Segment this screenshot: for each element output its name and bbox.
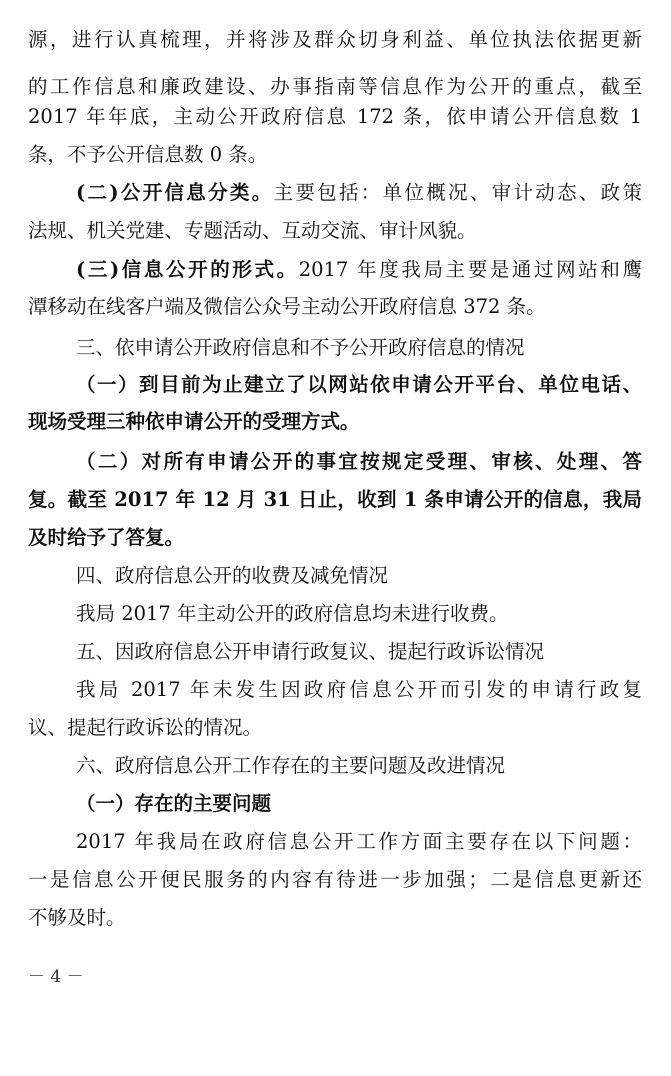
- text-line: 复。截至 2017 年 12 月 31 日止，收到 1 条申请公开的信息，我局: [28, 488, 642, 511]
- text-line: 我局 2017 年主动公开的政府信息均未进行收费。: [76, 602, 509, 625]
- section-heading: 六、政府信息公开工作存在的主要问题及改进情况: [76, 754, 506, 777]
- text-line: 法规、机关党建、专题活动、互动交流、审计风貌。: [28, 219, 477, 242]
- text-line: 的工作信息和廉政建设、办事指南等信息作为公开的重点，截至: [28, 75, 642, 98]
- text-span: 主要包括：单位概况、审计动态、政策: [273, 181, 642, 204]
- page-number: － 4 －: [28, 967, 84, 987]
- text-line: 源，进行认真梳理，并将涉及群众切身利益、单位执法依据更新: [28, 28, 642, 51]
- text-line: 2017 年我局在政府信息公开工作方面主要存在以下问题：: [76, 830, 642, 853]
- text-line: 我局 2017 年未发生因政府信息公开而引发的申请行政复: [76, 678, 642, 701]
- text-line: （一）到目前为止建立了以网站依申请公开平台、单位电话、: [76, 373, 642, 396]
- text-line: [76, 256, 642, 284]
- text-line: 不够及时。: [28, 906, 126, 929]
- section-heading: 四、政府信息公开的收费及减免情况: [76, 564, 389, 587]
- text-line: （二）对所有申请公开的事宜按规定受理、审核、处理、答: [76, 450, 642, 473]
- text-line: 一是信息公开便民服务的内容有待进一步加强；二是信息更新还: [28, 868, 642, 891]
- text-line: 议、提起行政诉讼的情况。: [28, 716, 263, 739]
- text-line: 现场受理三种依申请公开的受理方式。: [28, 410, 360, 433]
- section-subheading: (二)公开信息分类。: [76, 181, 274, 204]
- text-span: 2017 年度我局主要是通过网站和鹰: [298, 258, 643, 281]
- text-line: 潭移动在线客户端及微信公众号主动公开政府信息 372 条。: [28, 295, 546, 318]
- text-line: 及时给予了答复。: [28, 526, 185, 549]
- section-heading: 五、因政府信息公开申请行政复议、提起行政诉讼情况: [76, 640, 545, 663]
- section-heading: 三、依申请公开政府信息和不予公开政府信息的情况: [76, 336, 525, 359]
- text-line: 条，不予公开信息数 0 条。: [28, 143, 268, 166]
- text-line: [76, 179, 642, 207]
- text-line: 2017 年年底，主动公开政府信息 172 条，依申请公开信息数 1: [28, 105, 642, 128]
- section-subheading: （一）存在的主要问题: [76, 792, 272, 815]
- section-subheading: (三)信息公开的形式。: [76, 258, 299, 281]
